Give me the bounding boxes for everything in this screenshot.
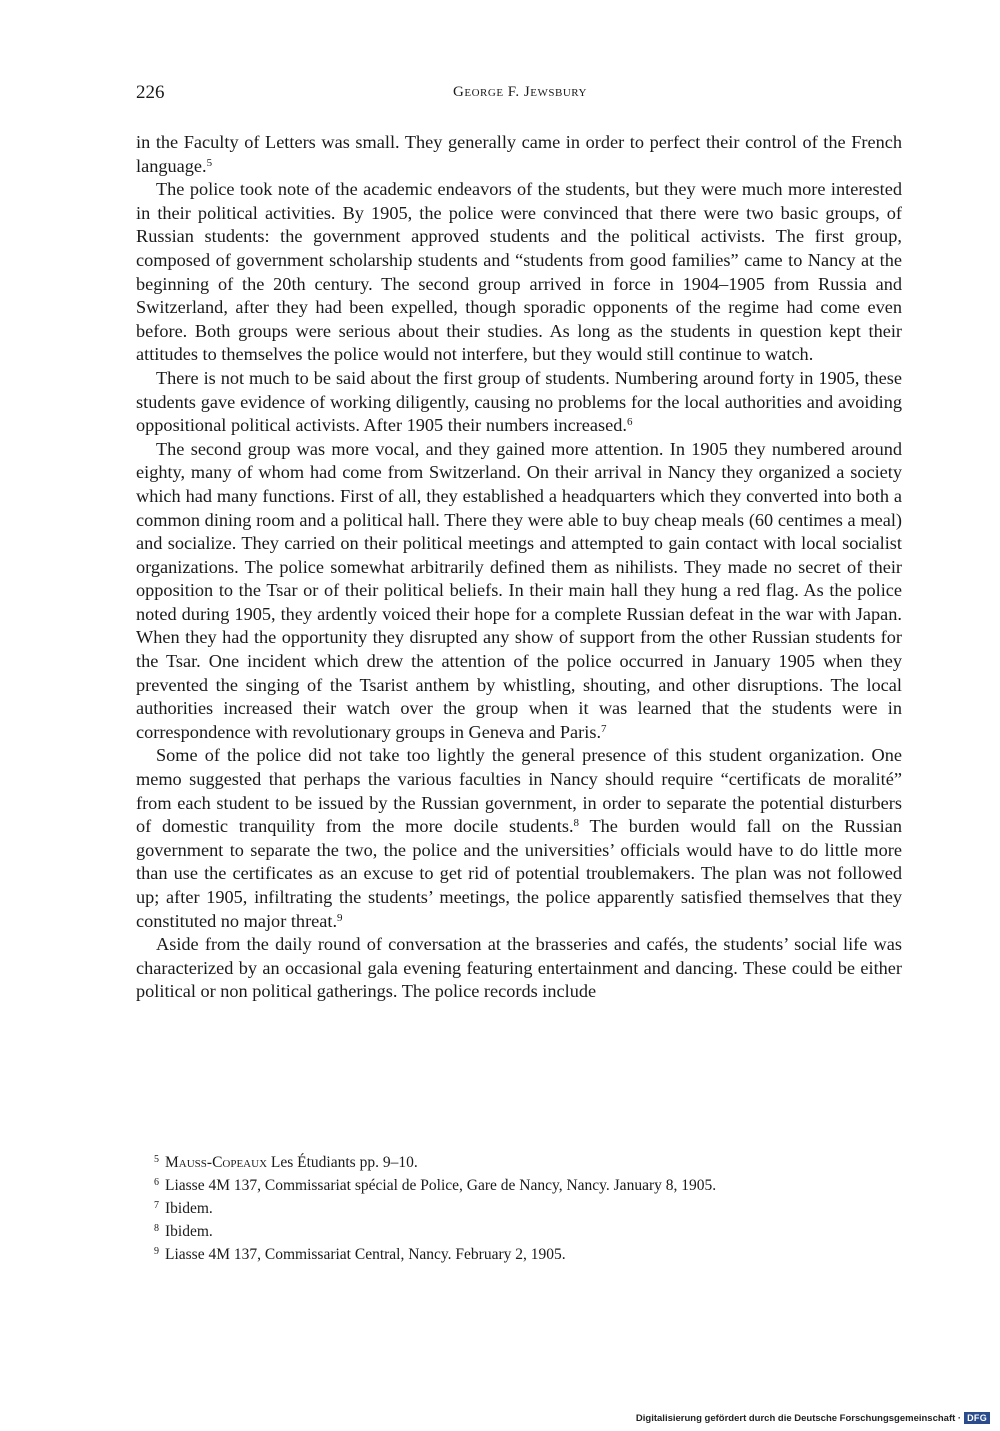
paragraph-text: Some of the police did not take too lightly the general presence of this student organization. One memo suggested that perhaps the various faculties in Nancy should require “certificats de moralité” from each student to be issued by the Russian government, in order to separate the potential disturbers of domestic tranquility from the more docile students. bbox=[136, 745, 902, 837]
footnotes bbox=[154, 1150, 894, 1265]
footnote-ref: 6 bbox=[626, 416, 633, 429]
footnote-number: 5 bbox=[154, 1154, 159, 1165]
footnote-number: 6 bbox=[154, 1177, 159, 1188]
paragraph bbox=[136, 367, 902, 438]
dfg-logo-icon: DFG bbox=[964, 1412, 990, 1424]
paragraph-text: The second group was more vocal, and they gained more attention. In 1905 they numbered around eighty, many of whom had come from Switzerland. On their arrival in Nancy they organized a society which had many functions. First of all, they established a headquarters which they converted into both a common dining room and a political hall. There they were able to buy cheap meals (60 centimes a meal) and socialize. They carried on their political meetings and attempted to gain contact with local socialist organizations. The police somewhat arbitrarily defined them as nihilists. They made no secret of their opposition to the Tsar or of their political beliefs. In their main hall they hung a red flag. As the police noted during 1905, they ardently voiced their hope for a complete Russian defeat in the war with Japan. When they had the opportunity they disrupted any show of support from the other Russian students for the Tsar. One incident which drew the attention of the police occurred in January 1905 when they prevented the singing of the Tsarist anthem by whistling, shouting, and other disruptions. The local authorities increased their watch over the group when it was learned that the students were in correspondence with revolutionary groups in Geneva and Paris. bbox=[136, 438, 902, 742]
digitization-credit bbox=[636, 1412, 990, 1424]
footnote-number: 8 bbox=[154, 1223, 159, 1234]
footnote bbox=[154, 1242, 894, 1265]
paragraph bbox=[136, 933, 902, 1004]
footnote bbox=[154, 1173, 894, 1196]
footnote-text: Ibidem. bbox=[165, 1223, 213, 1240]
footnote-ref: 7 bbox=[601, 722, 607, 735]
footnote bbox=[154, 1150, 894, 1173]
paragraph-text: Aside from the daily round of conversation at the brasseries and cafés, the students’ social life was characterized by an occasional gala evening featuring entertainment and dancing. These could be either political or non political gatherings. The police records include bbox=[136, 934, 902, 1002]
footnote-ref: 9 bbox=[337, 911, 343, 924]
paragraph bbox=[136, 438, 902, 745]
body-text bbox=[136, 131, 902, 1004]
footnote bbox=[154, 1196, 894, 1219]
running-header: George F. Jewsbury bbox=[453, 84, 587, 100]
paragraph-text: in the Faculty of Letters was small. They generally came in order to perfect their control of the French language. bbox=[136, 132, 902, 176]
footnote-text: Ibidem. bbox=[165, 1200, 213, 1217]
page-number: 226 bbox=[136, 82, 165, 103]
footnote-number: 7 bbox=[154, 1200, 159, 1211]
paragraph-text: The burden would fall on the Russian government to separate the two, the police and the universities’ officials would have to do little more than use the certificates as an excuse to get rid of potential troublemakers. The plan was not followed up; after 1905, infiltrating the students’ meetings, the police apparently satisfied themselves that they constituted no major threat. bbox=[136, 816, 902, 931]
footnote-text: Liasse 4M 137, Commissariat Central, Nancy. February 2, 1905. bbox=[165, 1246, 566, 1263]
paragraph-text: There is not much to be said about the first group of students. Numbering around forty in 1905, these students gave evidence of working diligently, causing no problems for the local authorities and avoiding oppositional political activists. After 1905 their numbers increased. bbox=[136, 367, 902, 436]
footnote-ref: 8 bbox=[573, 817, 580, 830]
paragraph-text: The police took note of the academic endeavors of the students, but they were much more interested in their political activities. By 1905, the police were convinced that there were two basic groups, of Russian students: the government approved students and the political activists. The first group, composed of government scholarship students and “students from good families” came to Nancy at the beginning of the 20th century. The second group arrived in force in 1904–1905 from Russia and Switzerland, after they had been expelled, though sporadic opponents of the regime had come even before. Both groups were serious about their studies. As long as the students in question kept their attitudes to themselves the police would not interfere, but they would still continue to watch. bbox=[136, 179, 902, 365]
paragraph bbox=[136, 744, 902, 933]
footnote-ref: 5 bbox=[206, 156, 213, 169]
paragraph bbox=[136, 131, 902, 178]
footnote-text: Liasse 4M 137, Commissariat spécial de Police, Gare de Nancy, Nancy. January 8, 1905. bbox=[165, 1177, 717, 1194]
footnote-author: Mauss-Copeaux bbox=[165, 1154, 268, 1171]
footnote-number: 9 bbox=[154, 1246, 159, 1257]
paragraph bbox=[136, 178, 902, 367]
footnote-text: Les Étudiants pp. 9–10. bbox=[270, 1154, 418, 1171]
footnote bbox=[154, 1219, 894, 1242]
credit-text: Digitalisierung gefördert durch die Deutsche Forschungsgemeinschaft · bbox=[635, 1412, 962, 1424]
